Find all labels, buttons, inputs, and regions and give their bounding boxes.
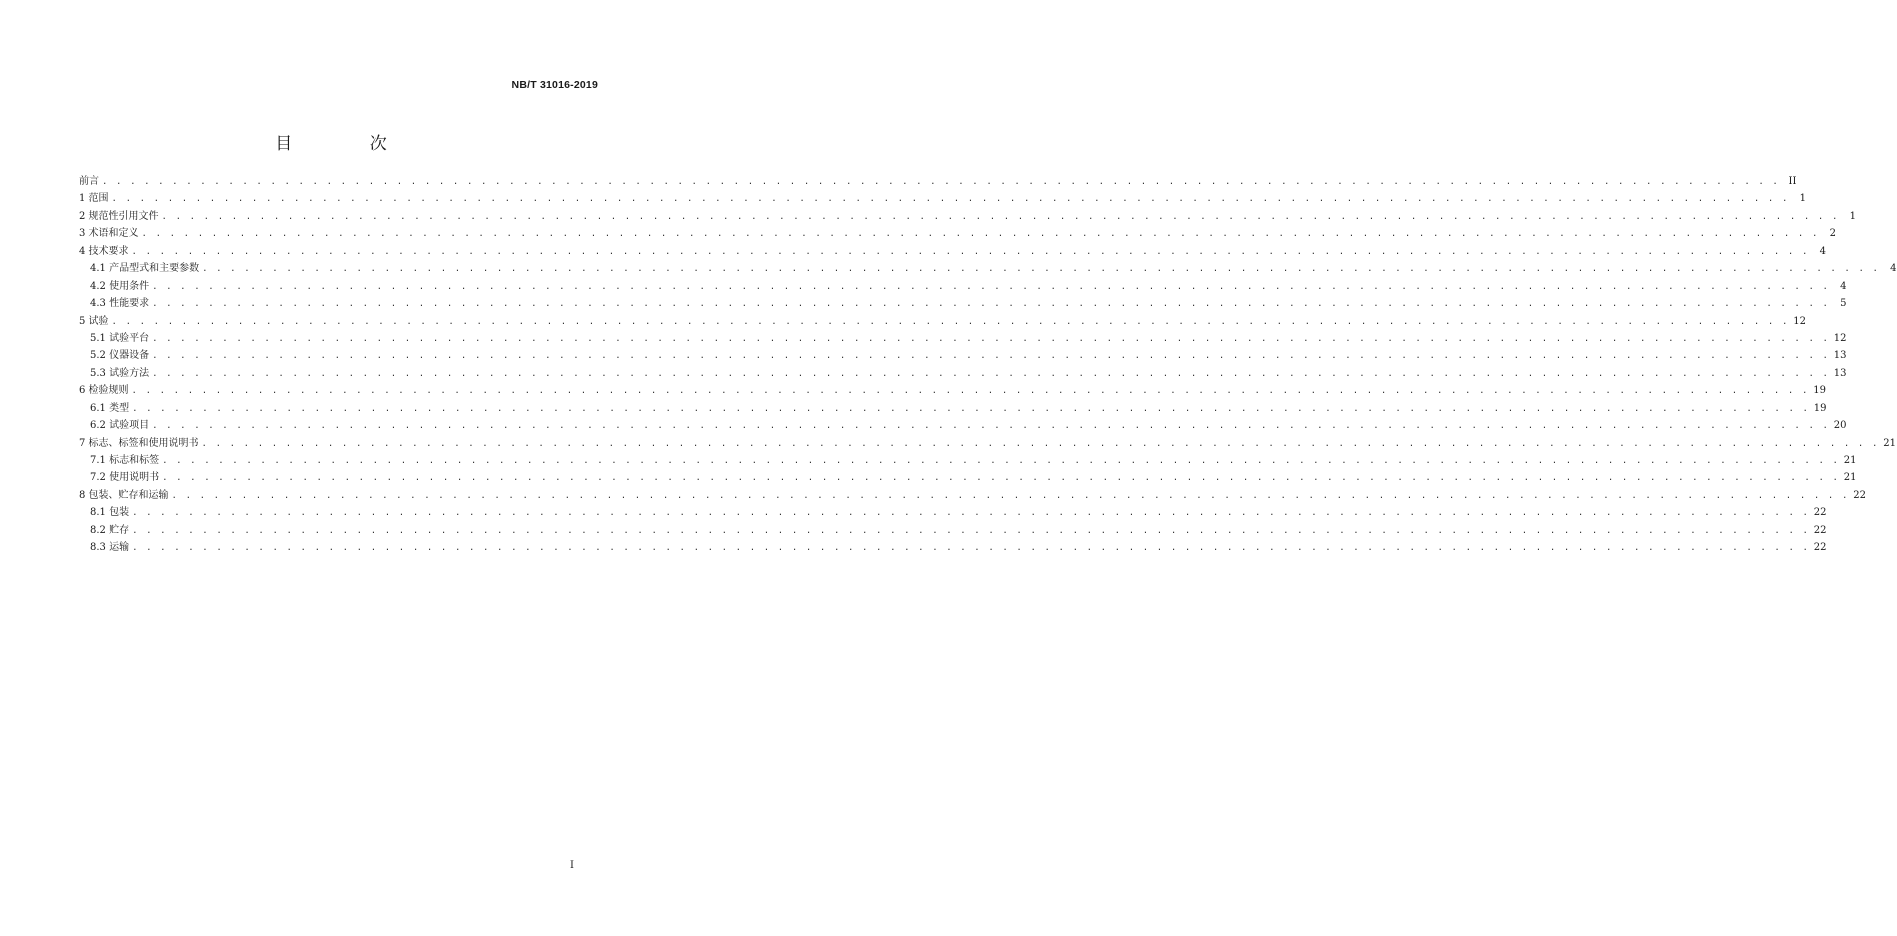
toc-entry-page: 1: [1799, 193, 1806, 205]
toc-leader-dots: . . . . . . . . . . . . . . . . . . . . . . . . . . . . . . . . . . . . . . . . . . . . . . . . . . . . . . . . . . . . . . . . . . . . . . . . . . . . . . . . . . . . . . . . . . . . . . . . . . . . . . . . . . . . . . . . . . . . . . . .: [131, 246, 1809, 257]
toc-entry-page: 22: [1813, 507, 1827, 519]
toc-entry[interactable]: [79, 347, 1847, 364]
toc-entry[interactable]: [79, 522, 1827, 539]
toc-entry[interactable]: [79, 260, 1897, 277]
toc-leader-dots: . . . . . . . . . . . . . . . . . . . . . . . . . . . . . . . . . . . . . . . . . . . . . . . . . . . . . . . . . . . . . . . . . . . . . . . . . . . . . . . . . . . . . . . . . . . . . . . . . . . . . . . . . . . . . . . . . . . . . . . .: [102, 177, 1780, 187]
toc-entry[interactable]: [79, 313, 1806, 330]
toc-entry[interactable]: [79, 469, 1857, 486]
toc-leader-dots: . . . . . . . . . . . . . . . . . . . . . . . . . . . . . . . . . . . . . . . . . . . . . . . . . . . . . . . . . . . . . . . . . . . . . . . . . . . . . . . . . . . . . . . . . . . . . . . . . . . . . . . . . . . . . . . . . . . . . . . .: [131, 386, 1809, 397]
toc-entry-label: 4.1 产品型式和主要参数: [90, 263, 200, 275]
toc-leader-dots: . . . . . . . . . . . . . . . . . . . . . . . . . . . . . . . . . . . . . . . . . . . . . . . . . . . . . . . . . . . . . . . . . . . . . . . . . . . . . . . . . . . . . . . . . . . . . . . . . . . . . . . . . . . . . . . . . . . . . . . .: [111, 194, 1789, 205]
toc-entry-page: 12: [1833, 332, 1847, 344]
toc-entry-page: 22: [1813, 524, 1827, 536]
toc-leader-dots: . . . . . . . . . . . . . . . . . . . . . . . . . . . . . . . . . . . . . . . . . . . . . . . . . . . . . . . . . . . . . . . . . . . . . . . . . . . . . . . . . . . . . . . . . . . . . . . . . . . . . . . . . . . . . . . . . . . . . . . .: [201, 438, 1879, 449]
toc-leader-dots: . . . . . . . . . . . . . . . . . . . . . . . . . . . . . . . . . . . . . . . . . . . . . . . . . . . . . . . . . . . . . . . . . . . . . . . . . . . . . . . . . . . . . . . . . . . . . . . . . . . . . . . . . . . . . . . . . . . . . . . .: [152, 281, 1830, 292]
toc-entry[interactable]: [79, 243, 1826, 260]
toc-leader-dots: . . . . . . . . . . . . . . . . . . . . . . . . . . . . . . . . . . . . . . . . . . . . . . . . . . . . . . . . . . . . . . . . . . . . . . . . . . . . . . . . . . . . . . . . . . . . . . . . . . . . . . . . . . . . . . . . . . . . . . . .: [152, 333, 1830, 344]
toc-entry[interactable]: [79, 225, 1836, 242]
toc-entry-label: 6 检验规则: [79, 385, 129, 397]
toc-entry-page: 4: [1890, 263, 1897, 275]
toc-entry-page: 4: [1840, 280, 1847, 292]
toc-entry-page: 4: [1819, 245, 1826, 257]
toc-leader-dots: . . . . . . . . . . . . . . . . . . . . . . . . . . . . . . . . . . . . . . . . . . . . . . . . . . . . . . . . . . . . . . . . . . . . . . . . . . . . . . . . . . . . . . . . . . . . . . . . . . . . . . . . . . . . . . . . . . . . . . . .: [162, 473, 1840, 484]
toc-entry-label: 5.3 试验方法: [90, 367, 150, 379]
toc-entry[interactable]: [79, 365, 1847, 382]
toc-entry-label: 1 范围: [79, 193, 109, 205]
toc-entry-label: 8.1 包装: [90, 507, 130, 519]
toc-entry-label: 2 规范性引用文件: [79, 210, 159, 222]
toc-entry[interactable]: [79, 487, 1866, 504]
toc-entry-page: 21: [1843, 472, 1857, 484]
toc-entry-label: 3 术语和定义: [79, 228, 139, 240]
toc-entry[interactable]: [79, 452, 1857, 469]
toc-entry[interactable]: [79, 382, 1826, 399]
toc-entry[interactable]: [79, 400, 1827, 417]
toc-entry[interactable]: [79, 417, 1847, 434]
toc-entry-label: 8.2 贮存: [90, 524, 130, 536]
toc-entry[interactable]: [79, 208, 1856, 225]
toc-leader-dots: . . . . . . . . . . . . . . . . . . . . . . . . . . . . . . . . . . . . . . . . . . . . . . . . . . . . . . . . . . . . . . . . . . . . . . . . . . . . . . . . . . . . . . . . . . . . . . . . . . . . . . . . . . . . . . . . . . . . . . . .: [152, 351, 1830, 362]
toc-entry-page: 21: [1843, 455, 1857, 466]
toc-leader-dots: . . . . . . . . . . . . . . . . . . . . . . . . . . . . . . . . . . . . . . . . . . . . . . . . . . . . . . . . . . . . . . . . . . . . . . . . . . . . . . . . . . . . . . . . . . . . . . . . . . . . . . . . . . . . . . . . . . . . . . . .: [132, 525, 1810, 536]
toc-entry[interactable]: [79, 504, 1827, 521]
toc-leader-dots: . . . . . . . . . . . . . . . . . . . . . . . . . . . . . . . . . . . . . . . . . . . . . . . . . . . . . . . . . . . . . . . . . . . . . . . . . . . . . . . . . . . . . . . . . . . . . . . . . . . . . . . . . . . . . . . . . . . . . . . .: [141, 229, 1819, 240]
toc-entry-page: 1: [1849, 210, 1856, 222]
table-of-contents: [79, 173, 1897, 557]
toc-entry-label: 4 技术要求: [79, 245, 129, 257]
toc-leader-dots: . . . . . . . . . . . . . . . . . . . . . . . . . . . . . . . . . . . . . . . . . . . . . . . . . . . . . . . . . . . . . . . . . . . . . . . . . . . . . . . . . . . . . . . . . . . . . . . . . . . . . . . . . . . . . . . . . . . . . . . .: [161, 211, 1839, 222]
toc-entry-page: 2: [1829, 228, 1836, 240]
toc-entry-page: 13: [1833, 367, 1847, 379]
toc-leader-dots: . . . . . . . . . . . . . . . . . . . . . . . . . . . . . . . . . . . . . . . . . . . . . . . . . . . . . . . . . . . . . . . . . . . . . . . . . . . . . . . . . . . . . . . . . . . . . . . . . . . . . . . . . . . . . . . . . . . . . . . .: [202, 264, 1880, 275]
toc-entry[interactable]: [79, 435, 1896, 452]
toc-entry-label: 7.1 标志和标签: [90, 455, 160, 466]
toc-entry-label: 5 试验: [79, 315, 109, 327]
toc-entry[interactable]: [79, 330, 1847, 347]
toc-entry-label: 5.2 仪器设备: [90, 350, 150, 362]
toc-entry[interactable]: [79, 539, 1827, 556]
toc-entry-page: 19: [1813, 385, 1826, 397]
toc-entry[interactable]: [79, 190, 1806, 207]
page-number: I: [570, 860, 574, 871]
toc-entry[interactable]: [79, 173, 1797, 190]
toc-entry-label: 6.1 类型: [90, 402, 130, 414]
toc-entry-page: 22: [1853, 489, 1866, 501]
toc-leader-dots: . . . . . . . . . . . . . . . . . . . . . . . . . . . . . . . . . . . . . . . . . . . . . . . . . . . . . . . . . . . . . . . . . . . . . . . . . . . . . . . . . . . . . . . . . . . . . . . . . . . . . . . . . . . . . . . . . . . . . . . .: [171, 490, 1849, 501]
toc-leader-dots: . . . . . . . . . . . . . . . . . . . . . . . . . . . . . . . . . . . . . . . . . . . . . . . . . . . . . . . . . . . . . . . . . . . . . . . . . . . . . . . . . . . . . . . . . . . . . . . . . . . . . . . . . . . . . . . . . . . . . . . .: [132, 403, 1810, 414]
toc-entry-label: 4.2 使用条件: [90, 280, 150, 292]
toc-entry-page: 5: [1840, 298, 1847, 310]
toc-entry-label: 5.1 试验平台: [90, 332, 150, 344]
toc-entry-page: II: [1788, 176, 1797, 187]
toc-leader-dots: . . . . . . . . . . . . . . . . . . . . . . . . . . . . . . . . . . . . . . . . . . . . . . . . . . . . . . . . . . . . . . . . . . . . . . . . . . . . . . . . . . . . . . . . . . . . . . . . . . . . . . . . . . . . . . . . . . . . . . . .: [132, 508, 1810, 519]
toc-leader-dots: . . . . . . . . . . . . . . . . . . . . . . . . . . . . . . . . . . . . . . . . . . . . . . . . . . . . . . . . . . . . . . . . . . . . . . . . . . . . . . . . . . . . . . . . . . . . . . . . . . . . . . . . . . . . . . . . . . . . . . . .: [152, 368, 1830, 379]
toc-leader-dots: . . . . . . . . . . . . . . . . . . . . . . . . . . . . . . . . . . . . . . . . . . . . . . . . . . . . . . . . . . . . . . . . . . . . . . . . . . . . . . . . . . . . . . . . . . . . . . . . . . . . . . . . . . . . . . . . . . . . . . . .: [152, 299, 1830, 310]
toc-entry-label: 6.2 试验项目: [90, 420, 150, 432]
toc-leader-dots: . . . . . . . . . . . . . . . . . . . . . . . . . . . . . . . . . . . . . . . . . . . . . . . . . . . . . . . . . . . . . . . . . . . . . . . . . . . . . . . . . . . . . . . . . . . . . . . . . . . . . . . . . . . . . . . . . . . . . . . .: [152, 421, 1830, 432]
toc-entry[interactable]: [79, 278, 1847, 295]
toc-entry-label: 7 标志、标签和使用说明书: [79, 437, 199, 449]
toc-entry-page: 20: [1833, 420, 1847, 432]
toc-leader-dots: . . . . . . . . . . . . . . . . . . . . . . . . . . . . . . . . . . . . . . . . . . . . . . . . . . . . . . . . . . . . . . . . . . . . . . . . . . . . . . . . . . . . . . . . . . . . . . . . . . . . . . . . . . . . . . . . . . . . . . . .: [111, 316, 1789, 327]
toc-entry-label: 8 包装、贮存和运输: [79, 489, 169, 501]
toc-entry-page: 22: [1813, 542, 1827, 554]
toc-leader-dots: . . . . . . . . . . . . . . . . . . . . . . . . . . . . . . . . . . . . . . . . . . . . . . . . . . . . . . . . . . . . . . . . . . . . . . . . . . . . . . . . . . . . . . . . . . . . . . . . . . . . . . . . . . . . . . . . . . . . . . . .: [132, 543, 1810, 554]
toc-entry-label: 4.3 性能要求: [90, 298, 150, 310]
toc-entry-page: 13: [1833, 350, 1847, 362]
toc-entry-label: 8.3 运输: [90, 542, 130, 554]
toc-entry-label: 前言: [79, 176, 99, 187]
toc-entry-page: 21: [1883, 437, 1896, 449]
toc-entry[interactable]: [79, 295, 1847, 312]
toc-entry-page: 12: [1793, 315, 1806, 327]
toc-leader-dots: . . . . . . . . . . . . . . . . . . . . . . . . . . . . . . . . . . . . . . . . . . . . . . . . . . . . . . . . . . . . . . . . . . . . . . . . . . . . . . . . . . . . . . . . . . . . . . . . . . . . . . . . . . . . . . . . . . . . . . . .: [162, 456, 1840, 466]
toc-entry-label: 7.2 使用说明书: [90, 472, 160, 484]
toc-entry-page: 19: [1813, 402, 1827, 414]
page-title: 目 次: [275, 134, 423, 154]
standard-number: NB/T 31016-2019: [511, 79, 598, 91]
